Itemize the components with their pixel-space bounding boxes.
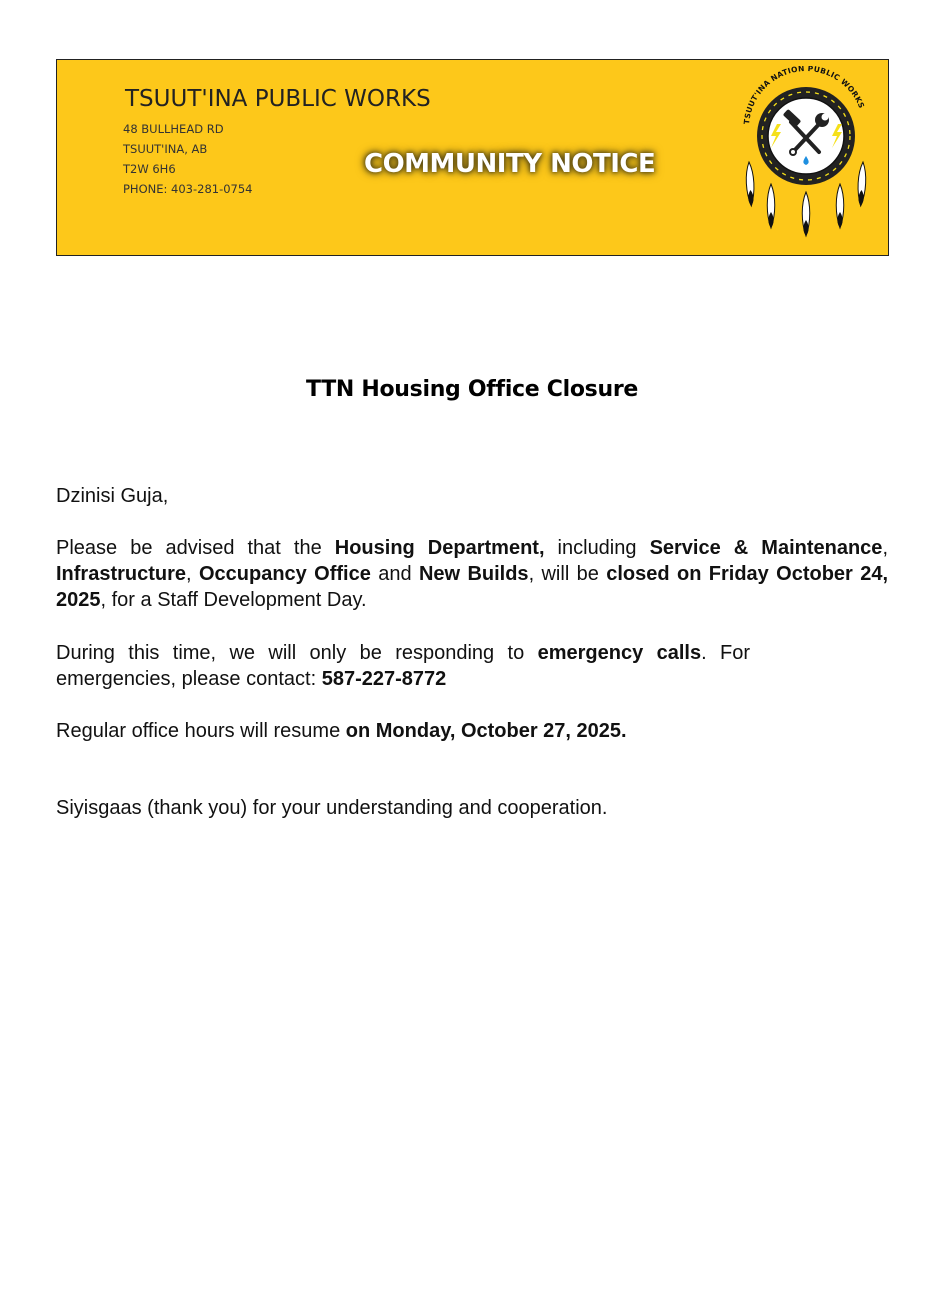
org-name: TSUUT'INA PUBLIC WORKS bbox=[125, 86, 431, 112]
header-banner bbox=[56, 59, 889, 256]
text: , bbox=[882, 537, 888, 559]
bold-text: Service & Maintenance bbox=[649, 537, 883, 559]
text: and bbox=[370, 563, 419, 585]
community-notice-label: COMMUNITY NOTICE bbox=[364, 149, 656, 179]
text: . For emergencies, please contact: bbox=[56, 642, 751, 690]
emergency-phone: 587-227-8772 bbox=[321, 668, 447, 690]
emergency-paragraph bbox=[56, 640, 750, 692]
text: , bbox=[186, 563, 199, 585]
address-city: TSUUT'INA, AB bbox=[123, 142, 208, 156]
closure-paragraph bbox=[56, 535, 888, 613]
text: During this time, we will only be responding to bbox=[56, 642, 538, 664]
address-postal: T2W 6H6 bbox=[123, 162, 176, 176]
address-street: 48 BULLHEAD RD bbox=[123, 122, 224, 136]
greeting: Dzinisi Guja, bbox=[56, 485, 169, 507]
closing-paragraph: Siyisgaas (thank you) for your understanding and cooperation. bbox=[56, 797, 608, 819]
phone-number: PHONE: 403-281-0754 bbox=[123, 182, 253, 196]
text: including bbox=[544, 537, 650, 559]
text: Regular office hours will resume bbox=[56, 720, 346, 742]
text: , will be bbox=[528, 563, 607, 585]
bold-text: emergency calls bbox=[537, 642, 702, 664]
notice-title: TTN Housing Office Closure bbox=[305, 377, 639, 402]
closure-date: closed on Friday October 24, 2025 bbox=[56, 563, 889, 611]
bold-text: Occupancy Office bbox=[198, 563, 371, 585]
resume-paragraph bbox=[56, 718, 627, 744]
bold-text: Housing Department, bbox=[334, 537, 545, 559]
text: , for a Staff Development Day. bbox=[100, 589, 367, 611]
bold-text: New Builds bbox=[418, 563, 529, 585]
bold-text: Infrastructure bbox=[56, 563, 187, 585]
resume-date: on Monday, October 27, 2025. bbox=[345, 720, 627, 742]
svg-text:TSUUT'INA NATION PUBLIC WORKS: TSUUT'INA NATION PUBLIC WORKS bbox=[742, 66, 867, 125]
public-works-logo bbox=[731, 66, 881, 248]
text: Please be advised that the bbox=[56, 537, 335, 559]
